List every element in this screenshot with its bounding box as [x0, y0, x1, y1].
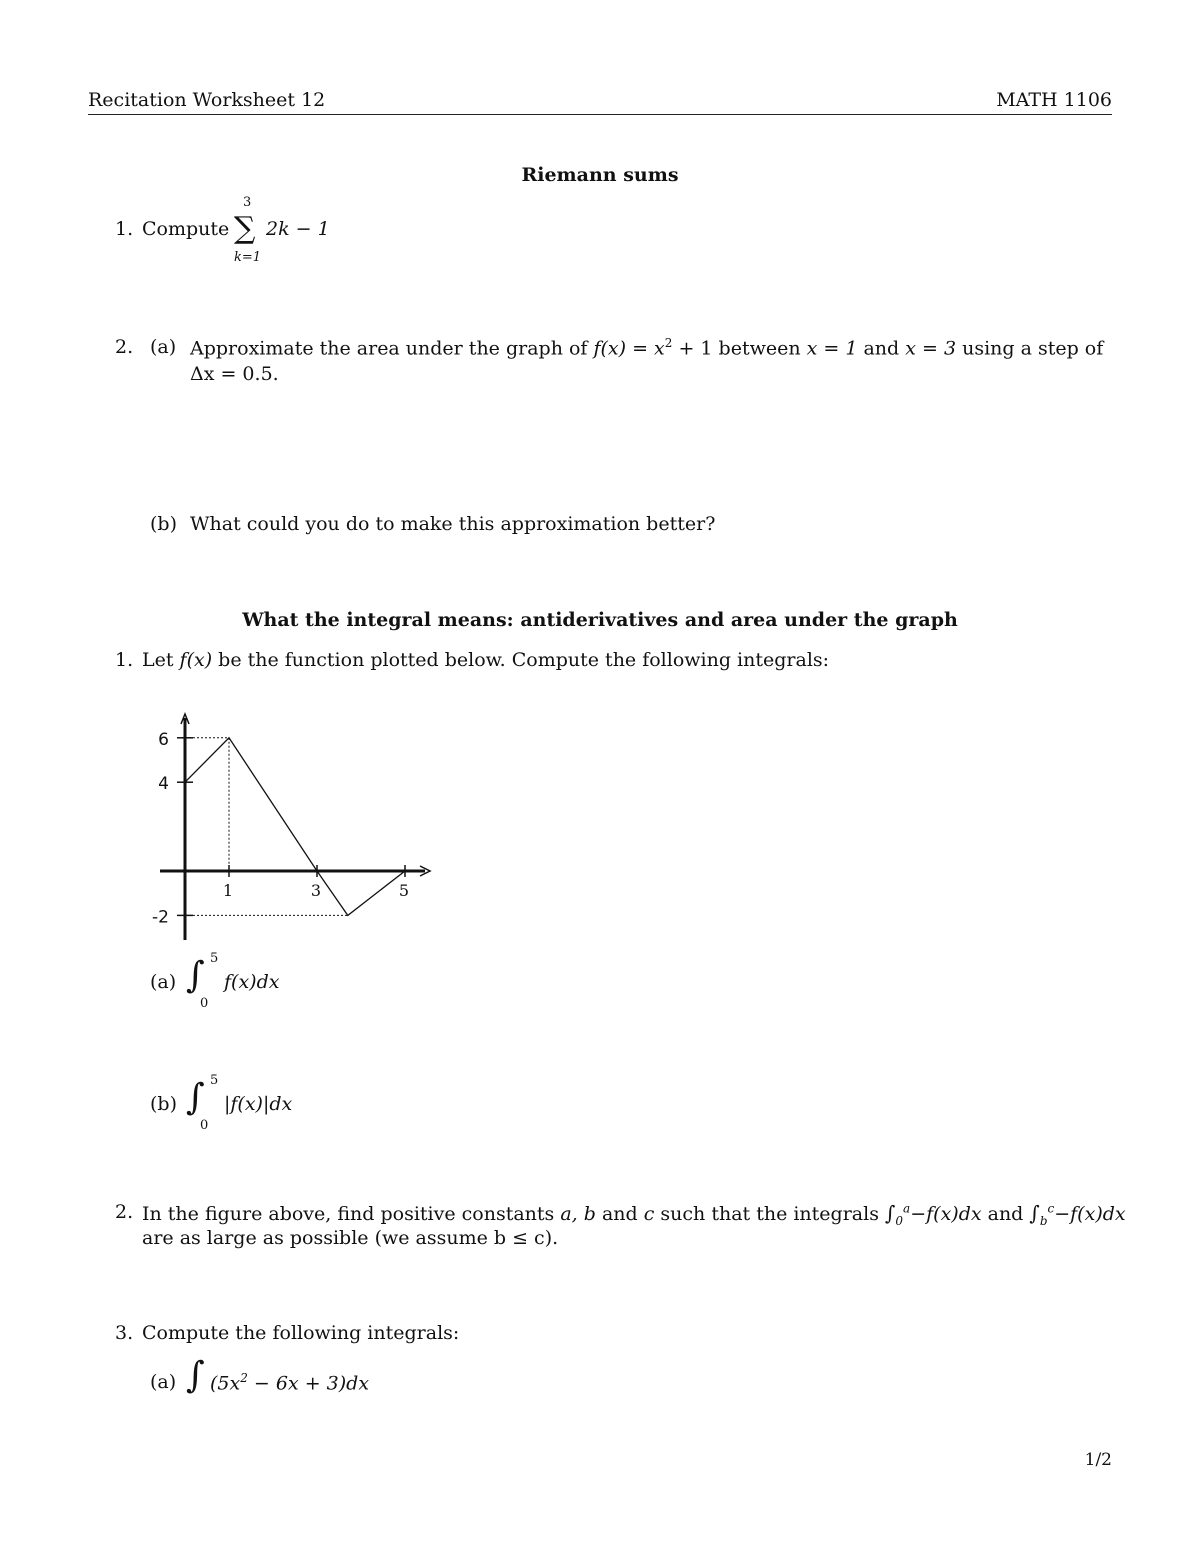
graph-layer	[152, 714, 430, 940]
s2q1b-body: |f(x)|dx	[224, 1093, 293, 1115]
section-title-integral: What the integral means: antiderivatives and area under the graph	[242, 609, 958, 631]
x-tick-label: 1	[222, 881, 234, 900]
q2a-x1: x = 1	[806, 337, 858, 360]
s2q1-text	[142, 649, 829, 671]
y-tick-label: 4	[158, 774, 169, 795]
q2a-line2: Δx = 0.5.	[190, 363, 279, 385]
s2q2-int2-body: −f(x)dx	[1054, 1203, 1126, 1225]
section-title-riemann: Riemann sums	[521, 164, 679, 186]
q2a-exp: 2	[664, 336, 673, 350]
s2q1-text-2: be the function plotted below. Compute the following integrals:	[212, 649, 830, 671]
s2q2-int1-sign: ∫	[884, 1201, 896, 1225]
q2a-func: f(x) = x	[593, 337, 665, 360]
x-tick-label: 5	[398, 881, 410, 900]
function-line	[185, 738, 405, 916]
s2q1b-lower: 0	[200, 1118, 209, 1133]
s2q2-int1-upper: a	[903, 1201, 911, 1216]
q2a-text-4: using a step of	[956, 337, 1104, 360]
s2q3-text: Compute the following integrals:	[142, 1322, 460, 1344]
s2q1b-integral-sign: ∫	[186, 1077, 205, 1118]
sum-upper: 3	[243, 195, 252, 210]
header-left: Recitation Worksheet 12	[88, 89, 326, 111]
function-graph	[140, 710, 440, 950]
s2q1-text-1: Let	[142, 649, 180, 671]
s2q2-int1-lower: 0	[895, 1213, 904, 1228]
s2q1a-lower: 0	[200, 996, 209, 1011]
s2q1a-label: (a)	[150, 971, 177, 993]
q2a-x3: x = 3	[905, 337, 957, 360]
s2q3a-body-1: (5x	[210, 1372, 241, 1395]
s2q1a-integral-sign: ∫	[186, 955, 205, 996]
s2q3a-body	[210, 1371, 369, 1394]
s2q3a-exp: 2	[240, 1371, 248, 1385]
s2q2-vars: a, b	[560, 1203, 596, 1225]
q2a-text-2: + 1 between	[672, 337, 807, 360]
s2q1a-body: f(x)dx	[224, 971, 280, 993]
s2q3a-integral-sign: ∫	[186, 1355, 205, 1396]
sum-lower: k=1	[234, 250, 262, 265]
q2b-label: (b)	[150, 513, 177, 535]
s2q1b-upper: 5	[210, 1073, 219, 1088]
s2q2-text-4: and	[981, 1203, 1030, 1225]
s2q2-text-1: In the figure above, find positive constants	[142, 1203, 561, 1225]
s2q2-text-2: and	[595, 1203, 644, 1225]
q2a-text-3: and	[857, 337, 906, 360]
s2q2-line2: are as large as possible (we assume b ≤ c).	[142, 1227, 559, 1249]
s2q2-line1	[142, 1201, 1126, 1228]
s2q3-number: 3.	[115, 1322, 134, 1344]
s2q3a-body-2: − 6x + 3)dx	[247, 1372, 370, 1395]
q2a-text-1: Approximate the area under the graph of	[190, 337, 594, 360]
q2a-label: (a)	[150, 336, 177, 358]
page-number: 1/2	[1084, 1450, 1112, 1470]
y-tick-label: 6	[158, 729, 169, 750]
sum-body: 2k − 1	[266, 218, 330, 240]
s2q2-int1-body: −f(x)dx	[910, 1203, 982, 1225]
y-tick-label: -2	[152, 907, 169, 928]
s2q1a-upper: 5	[210, 951, 219, 966]
header-right: MATH 1106	[996, 89, 1112, 111]
s2q2-int2-lower: b	[1039, 1213, 1048, 1228]
s2q2-text-3: such that the integrals	[654, 1203, 885, 1225]
q2-number: 2.	[115, 336, 134, 358]
header-rule	[88, 114, 1112, 115]
s2q2-int2-upper: c	[1047, 1201, 1055, 1216]
s2q1b-label: (b)	[150, 1093, 177, 1115]
q2b-text: What could you do to make this approximation better?	[190, 513, 716, 535]
s2q1-number: 1.	[115, 649, 134, 671]
q1-text: Compute	[142, 218, 230, 240]
q1-number: 1.	[115, 218, 134, 240]
sigma-symbol: ∑	[234, 211, 256, 246]
x-tick-label: 3	[310, 881, 322, 900]
s2q1-func: f(x)	[179, 649, 213, 671]
q2a-line1	[190, 336, 1112, 359]
s2q3a-label: (a)	[150, 1371, 177, 1393]
s2q2-int2-sign: ∫	[1029, 1201, 1040, 1225]
s2q2-c: c	[643, 1203, 655, 1225]
s2q2-number: 2.	[115, 1201, 134, 1223]
